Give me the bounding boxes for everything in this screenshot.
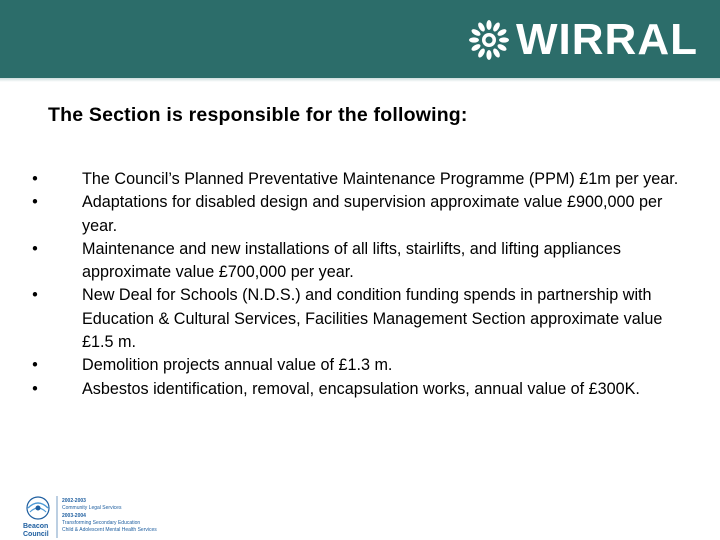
award-title-3: Child & Adolescent Mental Health Services bbox=[62, 527, 157, 533]
list-item-text: New Deal for Schools (N.D.S.) and condition funding spends in partnership with Education & Cultural Services, Facilities Management Section approximate value £1.5 m. bbox=[82, 286, 663, 352]
emblem-petal bbox=[486, 20, 491, 30]
emblem-petal bbox=[469, 37, 479, 42]
award-title-2: Transforming Secondary Education bbox=[62, 520, 141, 526]
bullet-marker: • bbox=[32, 356, 38, 375]
bullet-marker: • bbox=[32, 379, 38, 398]
emblem-petal bbox=[486, 50, 491, 60]
list-item bbox=[28, 168, 698, 191]
beacon-name-line1: Beacon bbox=[23, 523, 49, 530]
beacon-council-logo bbox=[22, 494, 262, 540]
responsibilities-list bbox=[28, 168, 698, 401]
header-band bbox=[0, 0, 720, 78]
beacon-name-line2: Council bbox=[23, 531, 49, 538]
wirral-logo-text: WIRRAL bbox=[516, 15, 698, 64]
bullet-marker: • bbox=[32, 239, 38, 258]
list-item-text: The Council’s Planned Preventative Maintenance Programme (PPM) £1m per year. bbox=[82, 170, 679, 188]
list-item bbox=[28, 354, 698, 377]
award-year-2: 2003-2004 bbox=[62, 513, 86, 519]
list-item-text: Adaptations for disabled design and supervision approximate value £900,000 per year. bbox=[82, 193, 663, 235]
award-year-1: 2002-2003 bbox=[62, 498, 86, 504]
list-item bbox=[28, 191, 698, 238]
wirral-emblem-icon bbox=[466, 17, 512, 63]
list-item bbox=[28, 284, 698, 354]
beacon-emblem-icon bbox=[27, 497, 49, 519]
bullet-marker: • bbox=[32, 286, 38, 305]
list-item-text: Demolition projects annual value of £1.3 m. bbox=[82, 356, 393, 375]
section-title: The Section is responsible for the following: bbox=[48, 104, 468, 126]
emblem-petal bbox=[499, 37, 509, 42]
award-title-1: Community Legal Services bbox=[62, 505, 122, 511]
list-item-text: Maintenance and new installations of all lifts, stairlifts, and lifting appliances approximate value £700,000 per year. bbox=[82, 239, 621, 282]
list-item bbox=[28, 378, 698, 401]
list-item-text: Asbestos identification, removal, encapsulation works, annual value of £300K. bbox=[82, 379, 640, 398]
bullet-marker: • bbox=[32, 170, 38, 188]
wirral-logo bbox=[466, 16, 698, 64]
bullet-marker: • bbox=[32, 193, 38, 212]
list-item bbox=[28, 238, 698, 285]
